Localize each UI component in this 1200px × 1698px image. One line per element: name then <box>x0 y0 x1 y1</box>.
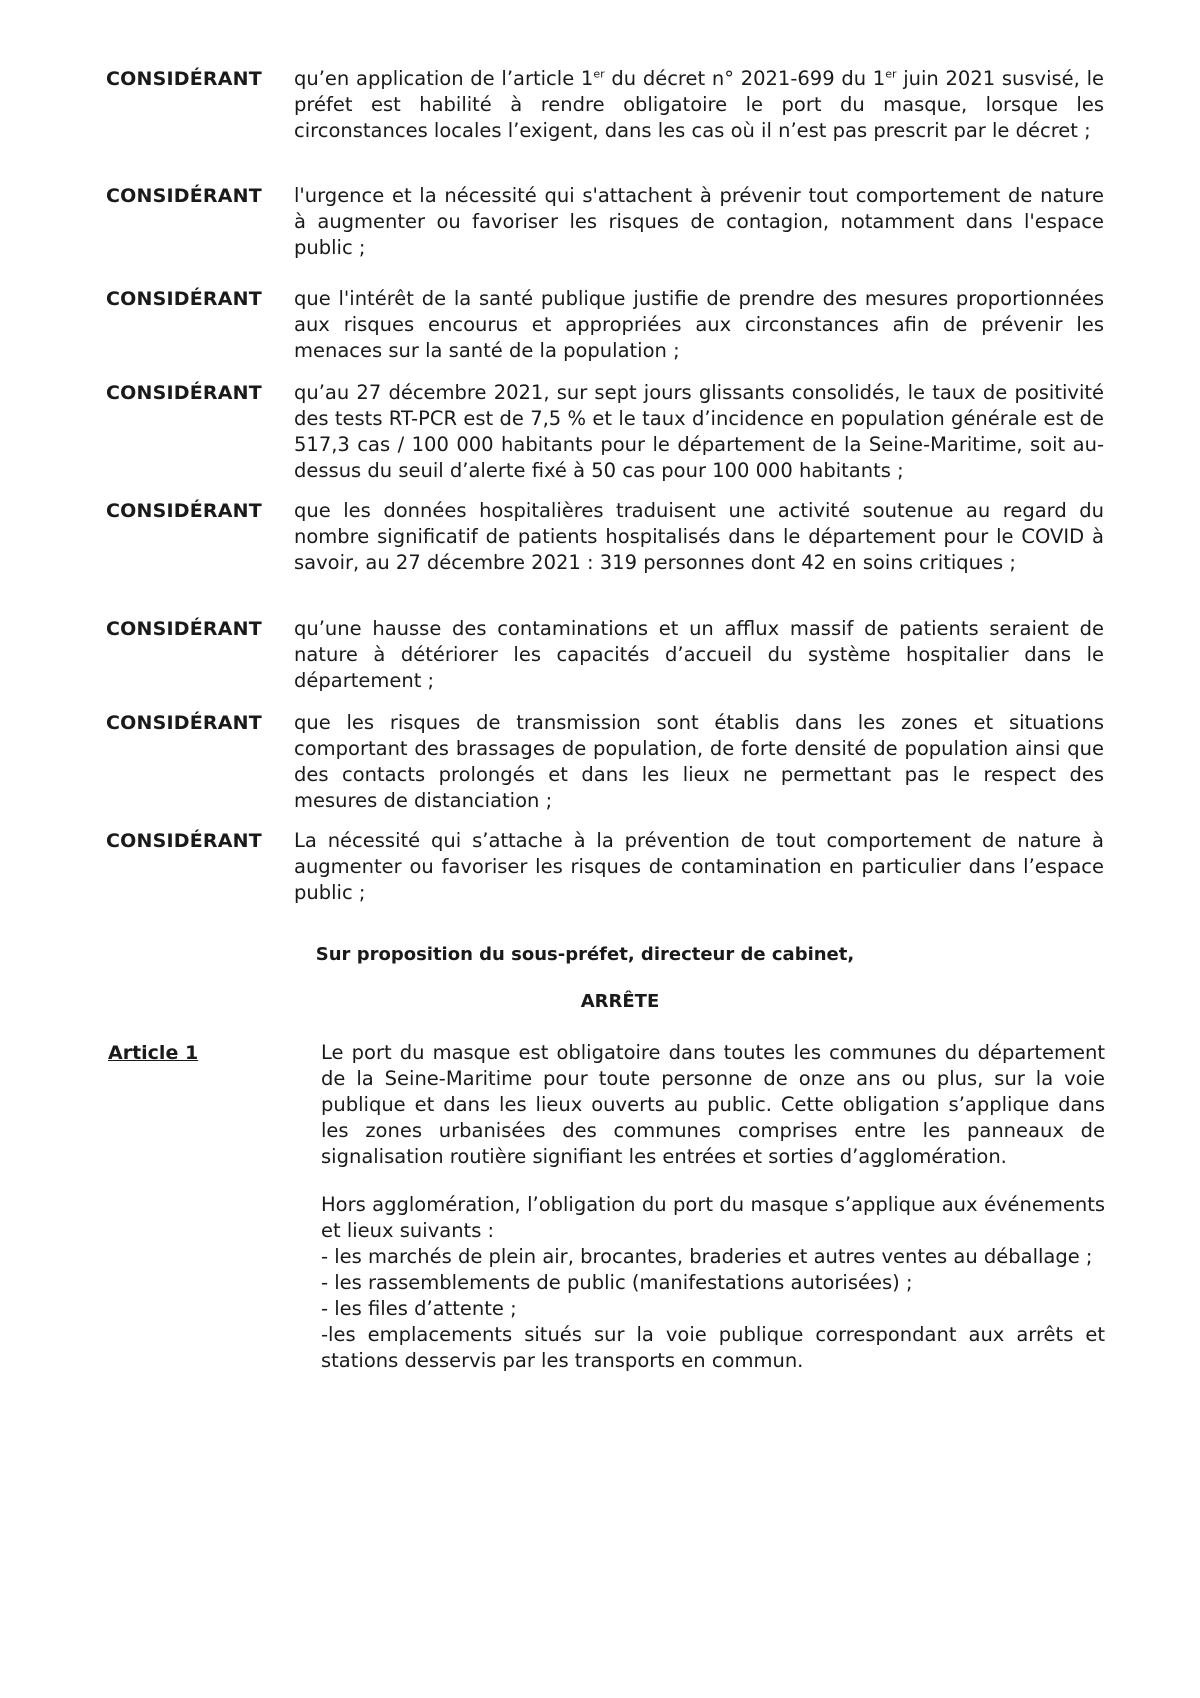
considerant-label: CONSIDÉRANT <box>106 68 262 90</box>
list-item: - les rassemblements de public (manifestations autorisées) ; <box>321 1271 913 1294</box>
proposition-line: Sur proposition du sous-préfet, directeur de cabinet, <box>315 944 855 965</box>
considerant-label: CONSIDÉRANT <box>106 185 262 207</box>
considerant-label: CONSIDÉRANT <box>106 618 262 640</box>
considerant-label: CONSIDÉRANT <box>106 830 262 852</box>
arrete-heading: ARRÊTE <box>580 991 660 1012</box>
considerant-text: qu’une hausse des contaminations et un afflux massif de patients seraient de nature à détériorer les capacités d’accueil du système hospitalier dans le département ; <box>294 617 1104 692</box>
article-1-paragraph: Hors agglomération, l’obligation du port du masque s’applique aux événements et lieux suivants : <box>321 1193 1105 1242</box>
considerant-text: que l'intérêt de la santé publique justifie de prendre des mesures proportionnées aux risques encourus et appropriées aux circonstances afin de prévenir les menaces sur la santé de la population ; <box>294 287 1104 362</box>
list-item: - les files d’attente ; <box>321 1297 517 1320</box>
considerant-text: l'urgence et la nécessité qui s'attachent à prévenir tout comportement de nature à augmenter ou favoriser les risques de contagion, notamment dans l'espace public ; <box>294 184 1104 259</box>
article-1-paragraph: Le port du masque est obligatoire dans toutes les communes du département de la Seine-Maritime pour toute personne de onze ans ou plus, sur la voie publique et dans les lieux ouverts au public. Cette obligation s’applique dans les zones urbanisées des communes comprises entre les panneaux de signalisation routière signifiant les entrées et sorties d’agglomération. <box>321 1041 1105 1168</box>
considerant-label: CONSIDÉRANT <box>106 500 262 522</box>
considerant-text: qu’en application de l’article 1er du décret n° 2021-699 du 1er juin 2021 susvisé, le préfet est habilité à rendre obligatoire le port du masque, lorsque les circonstances locales l’exigent, dans les cas où il n’est pas prescrit par le décret ; <box>294 67 1105 142</box>
considerant-label: CONSIDÉRANT <box>106 382 262 404</box>
considerant-text: qu’au 27 décembre 2021, sur sept jours glissants consolidés, le taux de positivité des tests RT-PCR est de 7,5 % et le taux d’incidence en population générale est de 517,3 cas / 100 000 habitants pour le département de la Seine-Maritime, soit au-dessus du seuil d’alerte fixé à 50 cas pour 100 000 habitants ; <box>294 381 1104 482</box>
considerant-text: que les risques de transmission sont établis dans les zones et situations comportant des brassages de population, de forte densité de population ainsi que des contacts prolongés et dans les lieux ne permettant pas le respect des mesures de distanciation ; <box>294 711 1104 812</box>
considerant-text: La nécessité qui s’attache à la prévention de tout comportement de nature à augmenter ou favoriser les risques de contamination en particulier dans l’espace public ; <box>294 829 1104 904</box>
considerant-label: CONSIDÉRANT <box>106 712 262 734</box>
considerant-label: CONSIDÉRANT <box>106 288 262 310</box>
article-1-body <box>321 1040 1105 1374</box>
list-item: -les emplacements situés sur la voie publique correspondant aux arrêts et stations desservis par les transports en commun. <box>321 1323 1105 1372</box>
article-1-label: Article 1 <box>108 1042 199 1064</box>
list-item: - les marchés de plein air, brocantes, braderies et autres ventes au déballage ; <box>321 1245 1093 1268</box>
considerant-text: que les données hospitalières traduisent une activité soutenue au regard du nombre significatif de patients hospitalisés dans le département pour le COVID à savoir, au 27 décembre 2021 : 319 personnes dont 42 en soins critiques ; <box>294 499 1104 574</box>
